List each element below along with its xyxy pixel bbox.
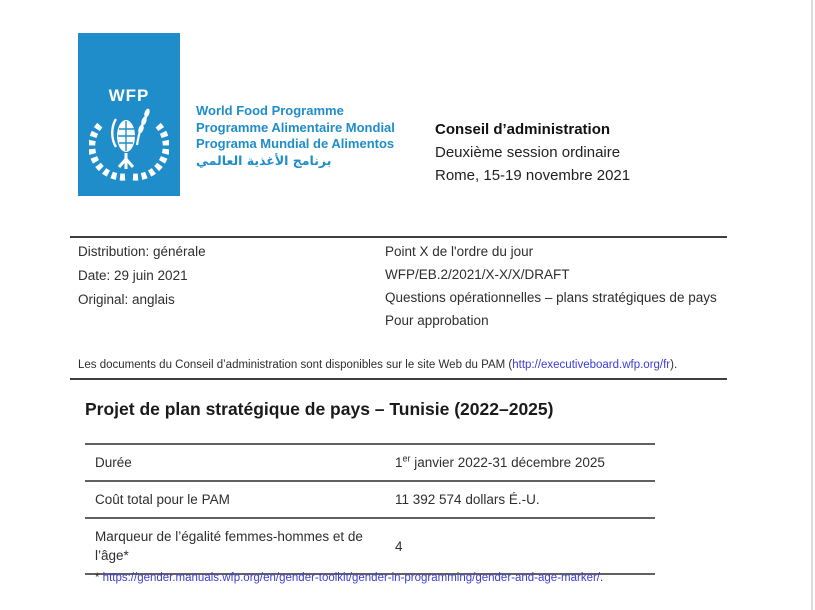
wfp-logo bbox=[78, 33, 180, 196]
page-edge-divider bbox=[811, 0, 813, 610]
executive-board-link[interactable]: http://executiveboard.wfp.org/fr bbox=[512, 359, 671, 371]
gender-marker-footnote bbox=[95, 572, 603, 584]
table-row-total-cost bbox=[85, 482, 655, 519]
meta-right-column bbox=[385, 240, 723, 332]
availability-text-before: Les documents du Conseil d’administration sont disponibles sur le site Web du PAM ( bbox=[78, 359, 513, 371]
org-name-es: Programa Mundial de Alimentos bbox=[196, 136, 395, 151]
wfp-acronym-glyph: WFP bbox=[108, 86, 150, 105]
session-name: Deuxième session ordinaire bbox=[435, 144, 621, 161]
duration-value: 1er janvier 2022-31 décembre 2025 bbox=[395, 453, 605, 470]
duration-label: Durée bbox=[95, 455, 132, 470]
org-name-en: World Food Programme bbox=[196, 103, 344, 118]
availability-text-after: ). bbox=[670, 359, 678, 371]
table-row-gender-marker bbox=[85, 519, 655, 575]
meta-date: Date: 29 juin 2021 bbox=[78, 268, 188, 283]
top-divider-rule bbox=[70, 236, 727, 238]
session-location-date: Rome, 15-19 novembre 2021 bbox=[435, 167, 631, 184]
wfp-emblem-icon bbox=[89, 81, 169, 186]
executive-board-title: Conseil d’administration bbox=[435, 121, 611, 138]
gender-marker-value: 4 bbox=[395, 538, 403, 554]
meta-left-column bbox=[78, 240, 206, 312]
summary-table bbox=[85, 443, 655, 575]
org-name-ar: برنامج الأغذية العالمي bbox=[196, 152, 332, 168]
meta-action: Pour approbation bbox=[385, 313, 489, 328]
org-name-fr: Programme Alimentaire Mondial bbox=[196, 119, 395, 135]
bottom-divider-rule bbox=[70, 378, 727, 380]
organization-names bbox=[196, 103, 395, 169]
total-cost-label: Coût total pour le PAM bbox=[95, 492, 230, 507]
ordinal-superscript: er bbox=[402, 453, 411, 464]
meta-original-language: Original: anglais bbox=[78, 292, 175, 307]
footnote-marker: * bbox=[95, 572, 103, 584]
footnote-suffix: . bbox=[600, 572, 604, 584]
gender-marker-label: Marqueur de l’égalité femmes-hommes et de l’âge* bbox=[95, 529, 363, 563]
table-row-duration bbox=[85, 445, 655, 482]
meta-distribution: Distribution: générale bbox=[78, 244, 206, 259]
document-title: Projet de plan stratégique de pays – Tunisie (2022–2025) bbox=[85, 399, 554, 419]
meta-agenda-item: Point X de l'ordre du jour bbox=[385, 244, 534, 259]
total-cost-value: 11 392 574 dollars É.-U. bbox=[395, 492, 540, 507]
session-header bbox=[435, 118, 630, 187]
meta-document-reference: WFP/EB.2/2021/X-X/X/DRAFT bbox=[385, 267, 570, 282]
gender-marker-link[interactable]: https://gender.manuals.wfp.org/en/gender-toolkit/gender-in-programming/gender-and-age-marker/ bbox=[102, 572, 600, 584]
meta-category: Questions opérationnelles – plans stratégiques de pays bbox=[385, 290, 717, 305]
availability-note bbox=[78, 359, 728, 371]
